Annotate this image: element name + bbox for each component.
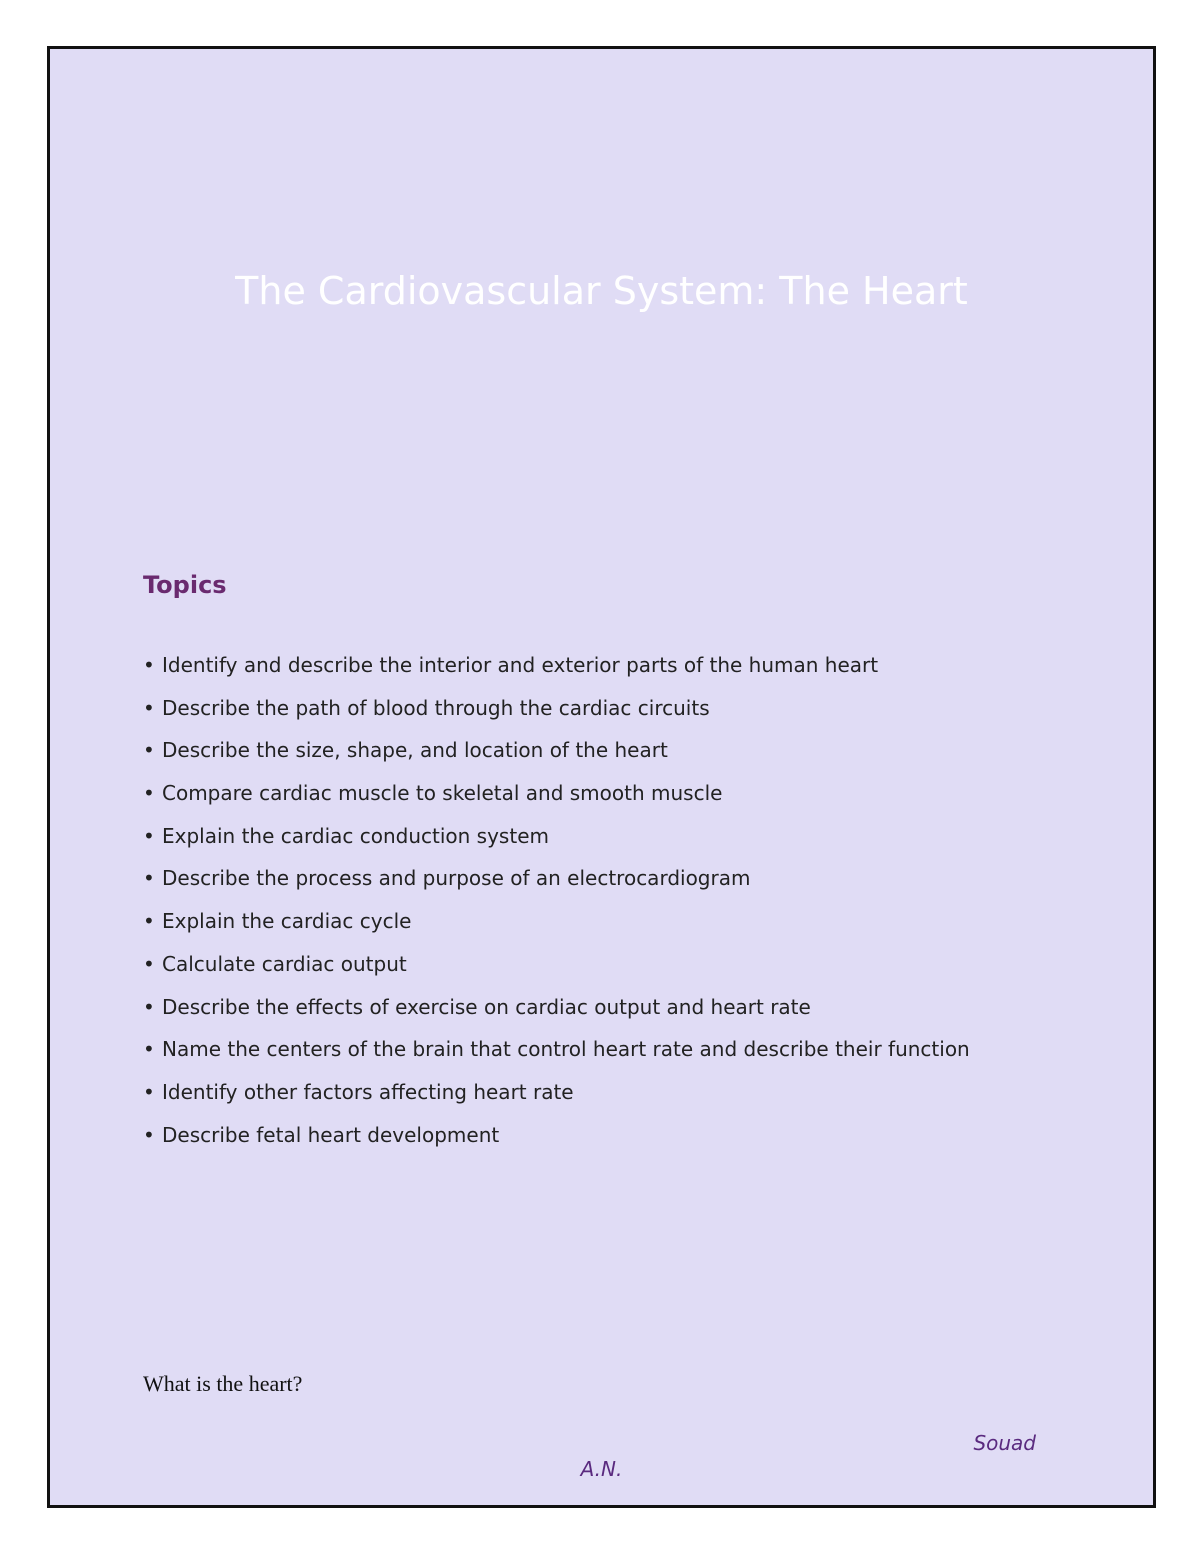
topic-text: Describe the process and purpose of an electrocardiogram [162,866,751,891]
topic-text: Identify other factors affecting heart rate [162,1079,574,1104]
document-title: The Cardiovascular System: The Heart [235,269,968,313]
topic-text: Explain the cardiac cycle [162,909,412,934]
bullet-icon: • [143,909,155,934]
topic-text: Compare cardiac muscle to skeletal and smooth muscle [162,781,723,806]
topic-text: Explain the cardiac conduction system [162,823,549,848]
topic-text: Describe the effects of exercise on cardiac output and heart rate [162,994,811,1019]
topic-text: Describe fetal heart development [162,1122,500,1147]
topic-item [143,1114,970,1157]
topic-item [143,900,970,943]
bullet-icon: • [143,653,155,677]
topic-text: Calculate cardiac output [162,951,407,976]
topic-item [143,772,970,815]
author-first-name: Souad [973,1431,1036,1455]
topic-item [143,687,970,730]
topics-heading: Topics [143,571,227,599]
topic-item [143,729,970,772]
topic-item [143,644,970,687]
author-initials: A.N. [580,1457,623,1481]
bullet-icon: • [143,738,155,763]
bullet-icon: • [143,695,155,720]
question-text: What is the heart? [143,1371,303,1396]
bullet-icon: • [143,781,155,806]
bullet-icon: • [143,1079,155,1104]
bullet-icon: • [143,1037,155,1062]
bullet-icon: • [143,994,155,1019]
bullet-icon: • [143,823,155,848]
topic-text: Describe the size, shape, and location of the heart [162,738,668,763]
bullet-icon: • [143,1122,155,1147]
bullet-icon: • [143,866,155,891]
topic-item [143,986,970,1029]
topic-item [143,1028,970,1071]
topic-item [143,857,970,900]
topic-item [143,1071,970,1114]
topic-text: Name the centers of the brain that control heart rate and describe their function [162,1037,970,1062]
topic-item [143,815,970,858]
topic-text: Identify and describe the interior and exterior parts of the human heart [162,653,879,677]
bullet-icon: • [143,951,155,976]
document-page [47,46,1156,1508]
topics-list [143,644,970,1156]
topic-text: Describe the path of blood through the cardiac circuits [162,695,710,720]
topic-item [143,943,970,986]
